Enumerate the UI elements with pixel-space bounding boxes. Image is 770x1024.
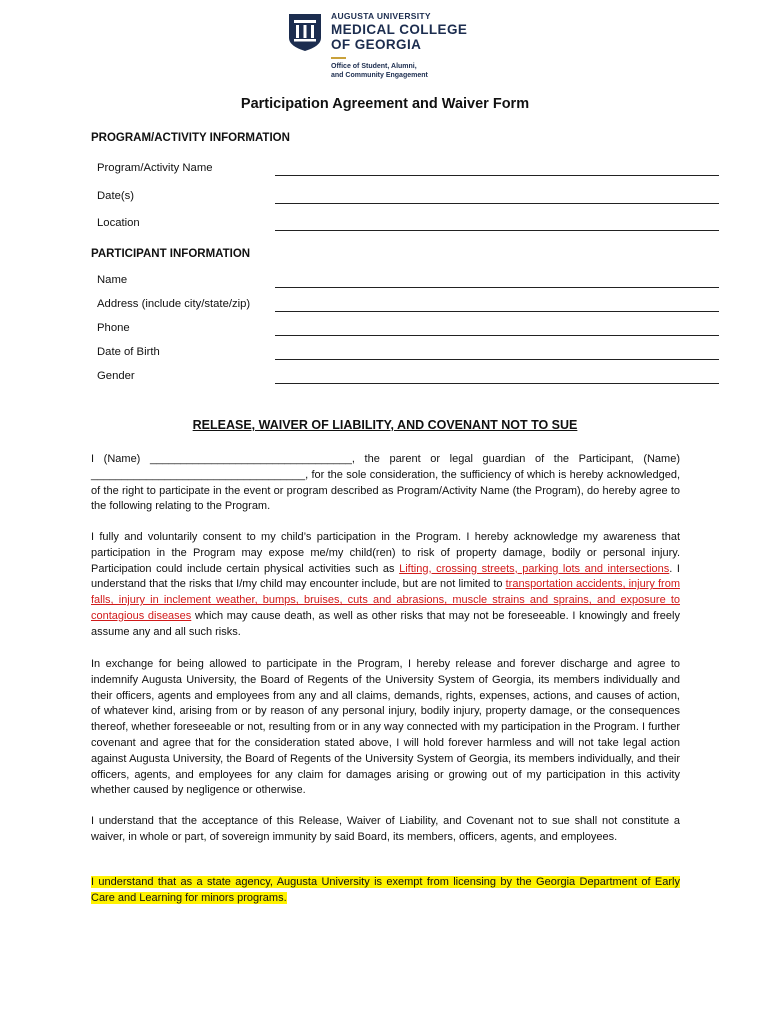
- participant-phone-field: [97, 318, 719, 338]
- program-name-input-line[interactable]: [275, 175, 719, 176]
- release-paragraph-1: I (Name) _________________________________, the parent or legal guardian of the Participant, (Name) ___________________________________, for the sole consideration, the sufficiency of which is hereby acknowledged, of the right to participate in the event or program described as Program/Activity Name (the Program), do hereby agree to the following relating to the Program.: [91, 453, 680, 513]
- logo-university-name: AUGUSTA UNIVERSITY: [331, 11, 431, 21]
- field-label: Phone: [97, 322, 130, 334]
- participant-address-input-line[interactable]: [275, 311, 719, 312]
- logo-college-line1: MEDICAL COLLEGE: [331, 22, 468, 37]
- release-paragraph-5: [91, 875, 680, 907]
- release-paragraph-4: I understand that the acceptance of this Release, Waiver of Liability, and Covenant not to sue shall not constitute a waiver, in whole or part, of sovereign immunity by said Board, its members, officers, agents, and employees.: [91, 815, 680, 843]
- participant-dob-input-line[interactable]: [275, 359, 719, 360]
- program-section-heading: PROGRAM/ACTIVITY INFORMATION: [91, 132, 290, 144]
- program-name-field: [97, 158, 719, 178]
- field-label: Date of Birth: [97, 346, 160, 358]
- participant-address-field: [97, 294, 719, 314]
- field-label: Program/Activity Name: [97, 162, 213, 174]
- highlighted-notice: I understand that as a state agency, Augusta University is exempt from licensing by the Georgia Department of Early Care and Learning for minors programs.: [91, 876, 680, 904]
- field-label: Name: [97, 274, 128, 286]
- participant-name-input-line[interactable]: [275, 287, 719, 288]
- field-label: Address (include city/state/zip): [97, 298, 251, 310]
- activity-examples: Lifting, crossing streets, parking lots and intersections: [399, 562, 670, 575]
- program-location-field: [97, 213, 719, 233]
- release-paragraph-3: In exchange for being allowed to participate in the Program, I hereby release and forever discharge and agree to indemnify Augusta University, the Board of Regents of the University System of Georgia, its members individually and their officers, agents and employees from any and all claims, demands, rights, expenses, actions, and causes of action, of whatever kind, arising from or by reason of any personal injury, bodily injury, property damage, or the consequences thereof, whether foreseeable or not, resulting from or in any way connected with my participation in the Program. I further covenant and agree that for the consideration stated above, I will hold forever harmless and will not take legal action against Augusta University, the Board of Regents of the University System of Georgia, its members individually, and their officers, agents, and employees for any claim for damages arising or growing out of my participation in this activity whether caused by negligence or otherwise.: [91, 658, 680, 797]
- participant-gender-input-line[interactable]: [275, 383, 719, 384]
- logo-office-line: and Community Engagement: [331, 71, 428, 79]
- paragraph-text: I fully and voluntarily consent to my child’s participation in the Program. I hereby acknowledge my awareness that participation in the Program may expose me/my child(ren) to risk of property damage, bodily or personal injury. Participation could include certain physical activities such as: [91, 531, 680, 575]
- university-logo: [287, 10, 507, 86]
- release-paragraph-2: [91, 530, 680, 641]
- participant-gender-field: [97, 366, 719, 386]
- field-label: Location: [97, 217, 140, 229]
- paragraph-text: which may cause death, as well as other risks that may not be foreseeable. I knowingly and freely assume any and all such risks.: [91, 609, 680, 638]
- logo-divider: [331, 57, 346, 59]
- logo-office-line: Office of Student, Alumni,: [331, 63, 417, 70]
- program-dates-field: [97, 186, 719, 206]
- field-label: Date(s): [97, 190, 135, 202]
- paragraph-text: . I understand that the risks that I/my child may encounter include, but are not limited to: [91, 562, 680, 591]
- logo-office-name: [331, 63, 471, 80]
- participant-name-field: [97, 270, 719, 290]
- participant-dob-field: [97, 342, 719, 362]
- program-dates-input-line[interactable]: [275, 203, 719, 204]
- logo-college-line2: OF GEORGIA: [331, 37, 422, 52]
- form-title: Participation Agreement and Waiver Form: [240, 96, 530, 112]
- risk-examples: transportation accidents, injury from falls, injury in inclement weather, bumps, bruises, cuts and abrasions, muscle strains and sprains, and exposure to contagious diseases: [91, 578, 680, 622]
- participant-section-heading: PARTICIPANT INFORMATION: [91, 248, 251, 260]
- field-label: Gender: [97, 370, 135, 382]
- program-location-input-line[interactable]: [275, 230, 719, 231]
- participant-phone-input-line[interactable]: [275, 335, 719, 336]
- release-title: RELEASE, WAIVER OF LIABILITY, AND COVENANT NOT TO SUE: [192, 418, 578, 432]
- shield-icon: [287, 12, 323, 52]
